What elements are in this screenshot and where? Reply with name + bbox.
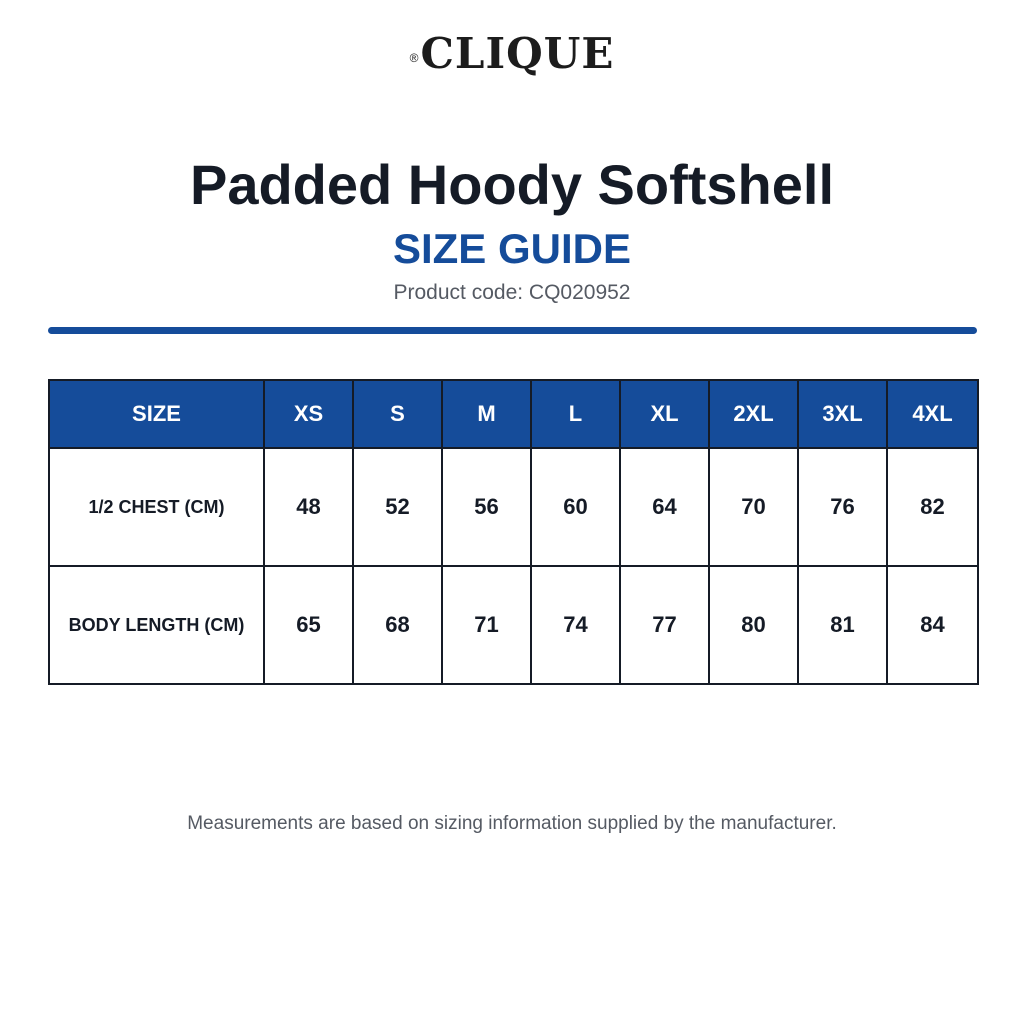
brand-name: CLIQUE (420, 29, 615, 78)
page-title: Padded Hoody Softshell (189, 153, 835, 216)
row-label: 1/2 CHEST (CM) (49, 448, 264, 566)
size-header-cell: XL (620, 380, 709, 448)
footnote: Measurements are based on sizing information supplied by the manufacturer. (187, 813, 837, 834)
divider (48, 327, 977, 334)
size-table (48, 379, 979, 685)
table-cell: 71 (442, 566, 531, 684)
table-cell: 81 (798, 566, 887, 684)
row-label: BODY LENGTH (CM) (49, 566, 264, 684)
table-cell: 74 (531, 566, 620, 684)
table-row (49, 566, 978, 684)
product-code: Product code: CQ020952 (393, 281, 631, 304)
table-cell: 84 (887, 566, 978, 684)
table-cell: 48 (264, 448, 353, 566)
table-cell: 60 (531, 448, 620, 566)
table-row (49, 448, 978, 566)
table-cell: 80 (709, 566, 798, 684)
size-header-cell: L (531, 380, 620, 448)
page-subtitle: SIZE GUIDE (392, 225, 632, 272)
table-cell: 77 (620, 566, 709, 684)
size-header-row (49, 380, 978, 448)
table-cell: 56 (442, 448, 531, 566)
brand-logo (0, 28, 1024, 80)
size-header-cell: XS (264, 380, 353, 448)
table-cell: 65 (264, 566, 353, 684)
size-header-label: SIZE (49, 380, 264, 448)
table-cell: 82 (887, 448, 978, 566)
size-header-cell: S (353, 380, 442, 448)
size-header-cell: M (442, 380, 531, 448)
size-header-cell: 2XL (709, 380, 798, 448)
registered-mark: ® (409, 51, 420, 65)
size-header-cell: 4XL (887, 380, 978, 448)
table-cell: 64 (620, 448, 709, 566)
table-cell: 70 (709, 448, 798, 566)
table-cell: 52 (353, 448, 442, 566)
table-cell: 76 (798, 448, 887, 566)
size-header-cell: 3XL (798, 380, 887, 448)
table-cell: 68 (353, 566, 442, 684)
